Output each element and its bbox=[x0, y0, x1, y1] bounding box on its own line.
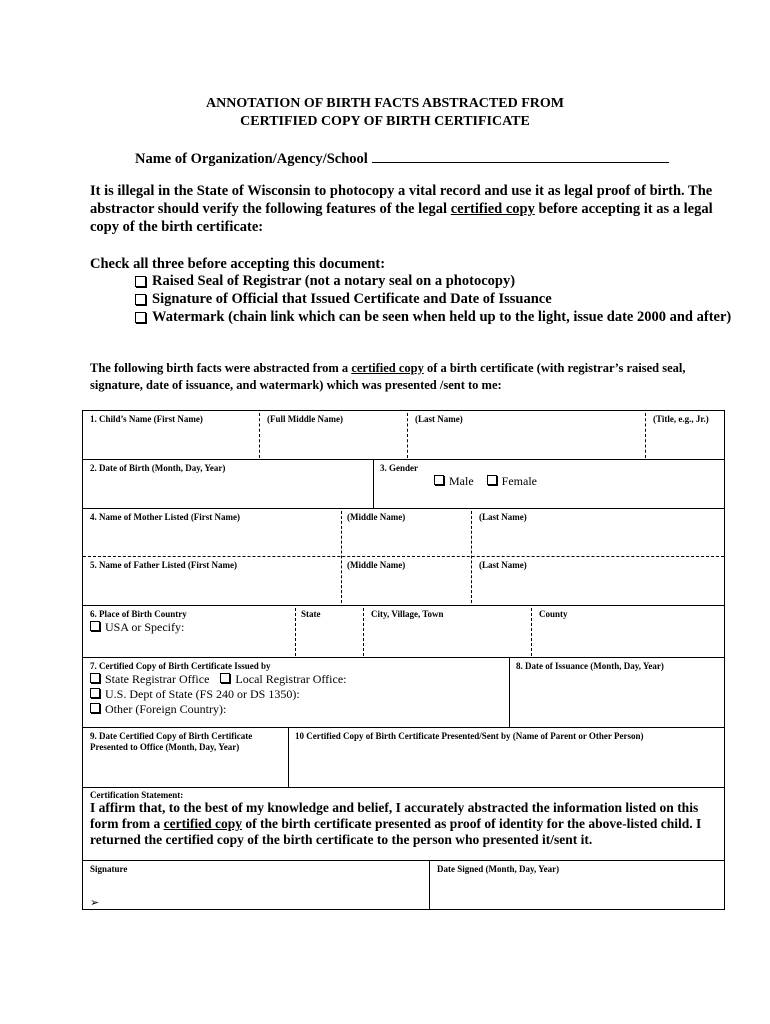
abstract-text-1: The following birth facts were abstracted from a bbox=[90, 361, 352, 375]
organization-field bbox=[135, 148, 669, 168]
father-middle-name-label: (Middle Name) bbox=[347, 560, 406, 570]
checkbox-icon[interactable] bbox=[90, 688, 100, 698]
checklist-item-seal[interactable] bbox=[135, 272, 735, 290]
checklist-item-watermark[interactable] bbox=[135, 308, 735, 326]
divider bbox=[645, 413, 646, 458]
divider bbox=[531, 608, 532, 656]
birth-state-label: State bbox=[301, 609, 321, 619]
abstract-underlined: certified copy bbox=[351, 361, 424, 375]
divider bbox=[259, 413, 260, 458]
us-dept-label: U.S. Dept of State (FS 240 or DS 1350): bbox=[105, 687, 300, 701]
gender-female-label: Female bbox=[501, 474, 537, 488]
father-first-name-label: 5. Name of Father Listed (First Name) bbox=[90, 560, 238, 570]
checkbox-icon[interactable] bbox=[220, 673, 230, 683]
date-signed-label: Date Signed (Month, Day, Year) bbox=[437, 864, 560, 874]
divider bbox=[429, 861, 430, 909]
usa-option-label: USA or Specify: bbox=[105, 620, 185, 634]
presented-row bbox=[83, 728, 724, 788]
us-dept-option[interactable] bbox=[90, 687, 300, 701]
title-line-1: ANNOTATION OF BIRTH FACTS ABSTRACTED FROM bbox=[206, 96, 564, 111]
issuance-date-label: 8. Date of Issuance (Month, Day, Year) bbox=[516, 661, 664, 671]
certification-text-2: of the birth certificate presented as proof of identity for the above-listed child. I returned the certified copy of the birth certificate to the person who presented it/sent it. bbox=[90, 816, 702, 847]
child-name-row[interactable] bbox=[83, 411, 724, 460]
child-first-name-label: 1. Child’s Name (First Name) bbox=[90, 414, 203, 424]
divider bbox=[295, 608, 296, 656]
gender-female-option[interactable] bbox=[487, 474, 537, 488]
intro-text-2: before accepting it as a legal copy of the birth certificate: bbox=[90, 201, 713, 235]
usa-option[interactable] bbox=[90, 620, 184, 634]
checklist-item-label: Watermark (chain link which can be seen when held up to the light, issue date 2000 and after) bbox=[152, 309, 732, 325]
birth-county-label: County bbox=[539, 609, 568, 619]
birthplace-row[interactable] bbox=[83, 606, 724, 658]
checklist-item-label: Raised Seal of Registrar (not a notary seal on a photocopy) bbox=[152, 273, 516, 289]
divider bbox=[509, 658, 510, 727]
checkbox-icon[interactable] bbox=[90, 703, 100, 713]
certification-label: Certification Statement: bbox=[90, 790, 184, 800]
gender-label: 3. Gender bbox=[380, 463, 418, 473]
certification-statement bbox=[90, 800, 720, 848]
state-registrar-label: State Registrar Office bbox=[105, 672, 210, 686]
divider bbox=[288, 728, 289, 787]
birth-country-label: 6. Place of Birth Country bbox=[90, 609, 187, 619]
organization-label: Name of Organization/Agency/School bbox=[135, 151, 368, 167]
intro-text-1: It is illegal in the State of Wisconsin to photocopy a vital record and use it as legal proof of birth. The abstractor should verify the following features of the legal bbox=[90, 183, 713, 217]
issued-by-row bbox=[83, 658, 724, 728]
issued-by-label: 7. Certified Copy of Birth Certificate Issued by bbox=[90, 661, 271, 671]
birth-facts-form bbox=[82, 410, 725, 910]
signature-label: Signature bbox=[90, 864, 128, 874]
divider bbox=[373, 460, 374, 508]
checkbox-icon[interactable] bbox=[434, 475, 444, 485]
intro-paragraph bbox=[90, 182, 740, 236]
parents-rows bbox=[83, 509, 724, 606]
local-registrar-option[interactable] bbox=[220, 672, 346, 686]
other-country-label: Other (Foreign Country): bbox=[105, 702, 227, 716]
abstract-statement bbox=[90, 360, 730, 394]
presented-date-label-line2: Presented to Office (Month, Day, Year) bbox=[90, 742, 240, 752]
abstract-text-2: of a birth certificate (with registrar’s raised seal, signature, date of issuance, and watermark) which was presented /sent to me: bbox=[90, 361, 686, 392]
checklist-heading: Check all three before accepting this document: bbox=[90, 256, 386, 272]
checklist bbox=[135, 272, 735, 326]
certification-row bbox=[83, 788, 724, 861]
presented-by-label: 10 Certified Copy of Birth Certificate Presented/Sent by (Name of Parent or Other Person) bbox=[295, 731, 644, 741]
state-registrar-option[interactable] bbox=[90, 672, 209, 686]
certification-text-1: I affirm that, to the best of my knowledge and belief, I accurately abstracted the information listed on this form from a bbox=[90, 800, 699, 831]
mother-middle-name-label: (Middle Name) bbox=[347, 512, 406, 522]
presented-date-label bbox=[90, 731, 252, 753]
checkbox-icon[interactable] bbox=[90, 673, 100, 683]
issued-by-options-line1 bbox=[90, 672, 347, 686]
mother-last-name-label: (Last Name) bbox=[479, 512, 527, 522]
signature-row bbox=[83, 861, 724, 909]
divider bbox=[407, 413, 408, 458]
page-title bbox=[0, 95, 770, 131]
checkbox-icon[interactable] bbox=[135, 312, 146, 323]
divider bbox=[363, 608, 364, 656]
checklist-item-signature[interactable] bbox=[135, 290, 735, 308]
intro-underlined: certified copy bbox=[450, 201, 535, 217]
child-middle-name-label: (Full Middle Name) bbox=[267, 414, 343, 424]
certification-underlined: certified copy bbox=[163, 816, 242, 831]
divider bbox=[83, 556, 724, 557]
birth-city-label: City, Village, Town bbox=[371, 609, 444, 619]
presented-date-label-line1: 9. Date Certified Copy of Birth Certificate bbox=[90, 731, 253, 741]
father-last-name-label: (Last Name) bbox=[479, 560, 527, 570]
gender-male-option[interactable] bbox=[434, 474, 474, 488]
divider bbox=[341, 511, 342, 603]
dob-label: 2. Date of Birth (Month, Day, Year) bbox=[90, 463, 226, 473]
checklist-item-label: Signature of Official that Issued Certificate and Date of Issuance bbox=[152, 291, 552, 307]
child-title-label: (Title, e.g., Jr.) bbox=[653, 414, 709, 424]
title-line-2: CERTIFIED COPY OF BIRTH CERTIFICATE bbox=[240, 114, 530, 129]
child-last-name-label: (Last Name) bbox=[415, 414, 463, 424]
checkbox-icon[interactable] bbox=[135, 294, 146, 305]
checkbox-icon[interactable] bbox=[90, 621, 100, 631]
arrow-bullet-icon: ➢ bbox=[90, 897, 100, 909]
checkbox-icon[interactable] bbox=[135, 276, 146, 287]
gender-male-label: Male bbox=[449, 474, 474, 488]
other-country-option[interactable] bbox=[90, 702, 226, 716]
checkbox-icon[interactable] bbox=[487, 475, 497, 485]
mother-first-name-label: 4. Name of Mother Listed (First Name) bbox=[90, 512, 241, 522]
divider bbox=[471, 511, 472, 603]
dob-gender-row bbox=[83, 460, 724, 509]
organization-input-line[interactable] bbox=[372, 148, 669, 163]
gender-options bbox=[434, 474, 537, 488]
local-registrar-label: Local Registrar Office: bbox=[235, 672, 347, 686]
